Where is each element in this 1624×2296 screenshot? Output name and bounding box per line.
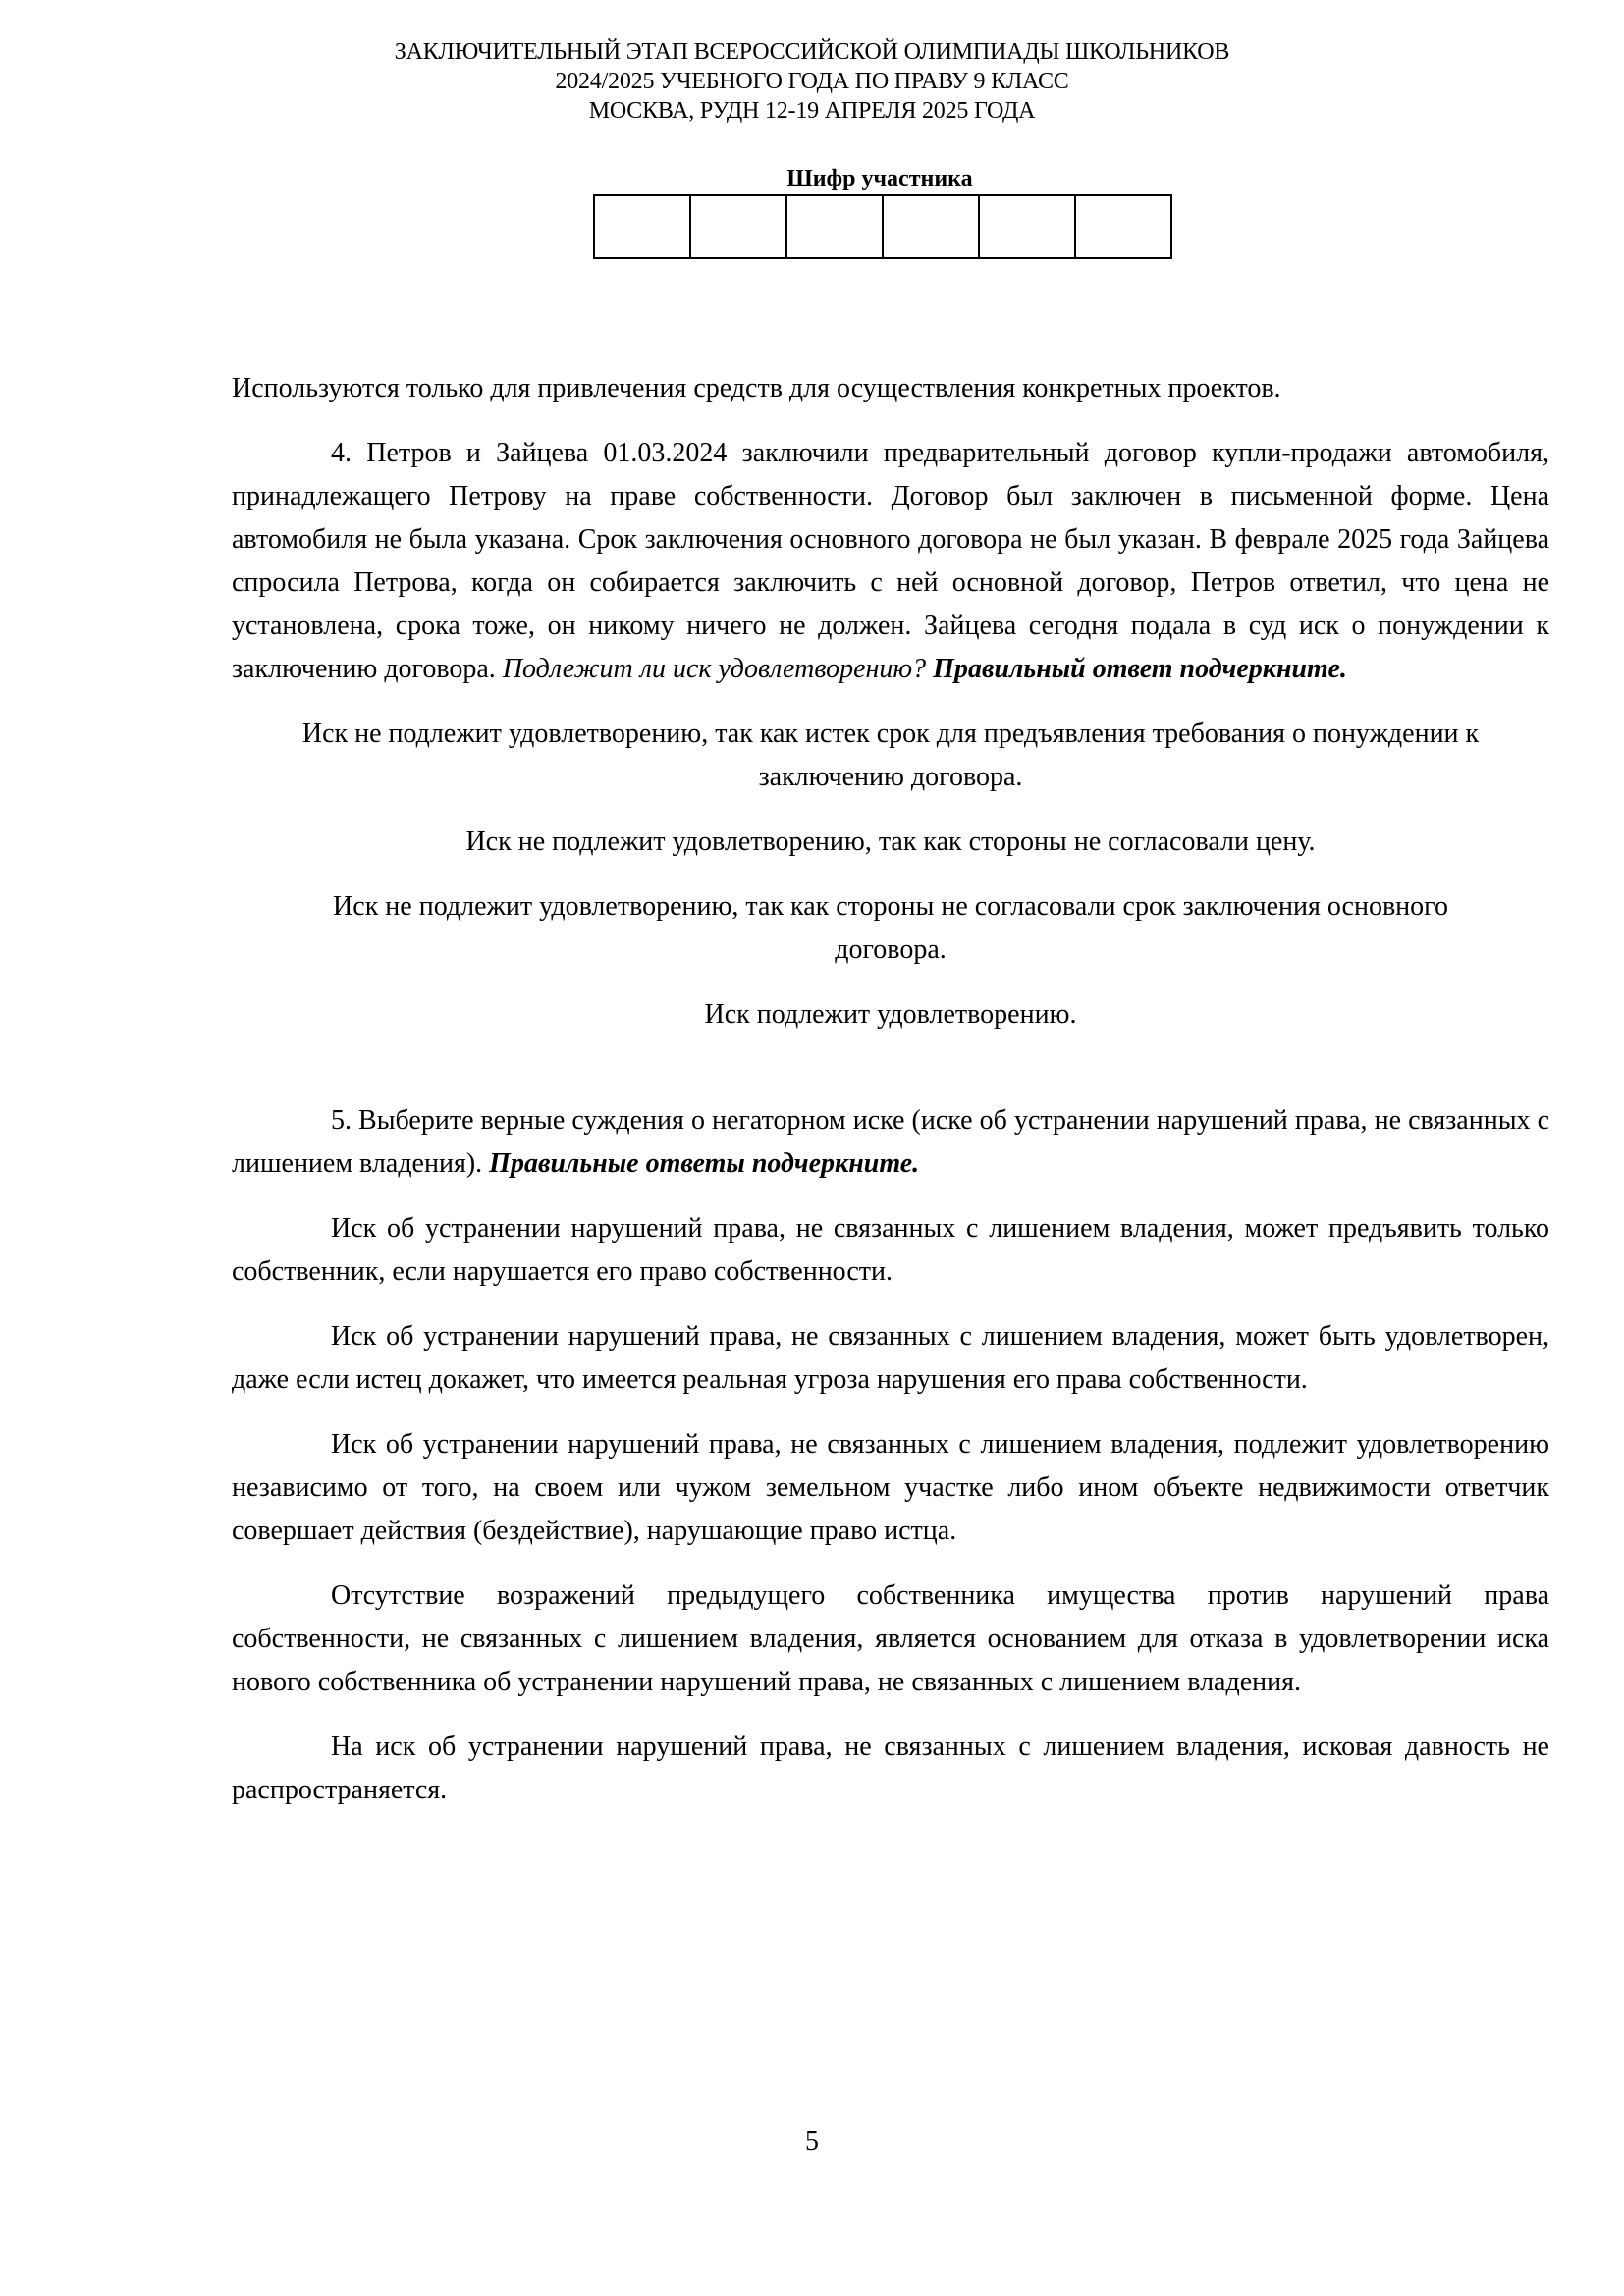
page-header [0, 37, 1624, 126]
question-4-question: Подлежит ли иск удовлетворению? [502, 654, 927, 684]
header-line-1: ЗАКЛЮЧИТЕЛЬНЫЙ ЭТАП ВСЕРОССИЙСКОЙ ОЛИМПИАДЫ ШКОЛЬНИКОВ [394, 39, 1230, 65]
question-5-statement-1[interactable]: Иск об устранении нарушений права, не связанных с лишением владения, может предъявить только собственник, если нарушается его право собственности. [232, 1213, 1549, 1287]
continuation-text: Используются только для привлечения средств для осуществления конкретных проектов. [232, 373, 1281, 403]
question-5-statement-4[interactable]: Отсутствие возражений предыдущего собственника имущества против нарушений права собственности, не связанных с лишением владения, является основанием для отказа в удовлетворении иска нового собственника об устранении нарушений права, не связанных с лишением владения. [232, 1580, 1549, 1697]
question-4-option-2[interactable]: Иск не подлежит удовлетворению, так как стороны не согласовали цену. [465, 827, 1316, 857]
question-5 [232, 1099, 1549, 1186]
page-number: 5 [805, 2126, 819, 2157]
question-5-instruction: Правильные ответы подчеркните. [489, 1148, 920, 1179]
question-4 [232, 432, 1549, 691]
cipher-label: Шифр участника [786, 166, 973, 191]
question-5-statement-5[interactable]: На иск об устранении нарушений права, не связанных с лишением владения, исковая давность не распространяется. [232, 1732, 1549, 1805]
cipher-cell[interactable] [595, 196, 691, 257]
cipher-cell[interactable] [884, 196, 980, 257]
cipher-cell[interactable] [1076, 196, 1170, 257]
question-5-text: 5. Выберите верные суждения о негаторном иске (иске об устранении нарушений права, не связанных с лишением владения). [232, 1105, 1549, 1179]
question-4-text: 4. Петров и Зайцева 01.03.2024 заключили предварительный договор купли-продажи автомобиля, принадлежащего Петрову на праве собственности. Договор был заключен в письменной форме. Цена автомобиля не была указана. Срок заключения основного договора не был указан. В феврале 2025 года Зайцева спросила Петрова, когда он собирается заключить с ней основной договор, Петров ответил, что цена не установлена, срока тоже, он никому ничего не должен. Зайцева сегодня подала в суд иск о понуждении к заключению договора. [232, 438, 1549, 684]
header-line-3: МОСКВА, РУДН 12-19 АПРЕЛЯ 2025 ГОДА [588, 98, 1036, 124]
question-5-statement-3[interactable]: Иск об устранении нарушений права, не связанных с лишением владения, подлежит удовлетворению независимо от того, на своем или чужом земельном участке либо ином объекте недвижимости ответчик совершает действия (бездействие), нарушающие право истца. [232, 1429, 1549, 1546]
question-4-instruction: Правильный ответ подчеркните. [933, 654, 1347, 684]
participant-cipher-grid [593, 194, 1172, 259]
question-5-statement-2[interactable]: Иск об устранении нарушений права, не связанных с лишением владения, может быть удовлетворен, даже если истец докажет, что имеется реальная угроза нарушения его права собственности. [232, 1321, 1549, 1395]
question-4-option-4[interactable]: Иск подлежит удовлетворению. [704, 999, 1077, 1030]
question-4-option-1[interactable]: Иск не подлежит удовлетворению, так как истек срок для предъявления требования о понуждении к заключению договора. [301, 719, 1480, 792]
cipher-cell[interactable] [787, 196, 884, 257]
page-content [232, 367, 1549, 1834]
cipher-cell[interactable] [980, 196, 1076, 257]
header-line-2: 2024/2025 УЧЕБНОГО ГОДА ПО ПРАВУ 9 КЛАСС [555, 69, 1069, 94]
question-4-option-3[interactable]: Иск не подлежит удовлетворению, так как стороны не согласовали срок заключения основного договора. [333, 891, 1448, 965]
cipher-cell[interactable] [691, 196, 787, 257]
